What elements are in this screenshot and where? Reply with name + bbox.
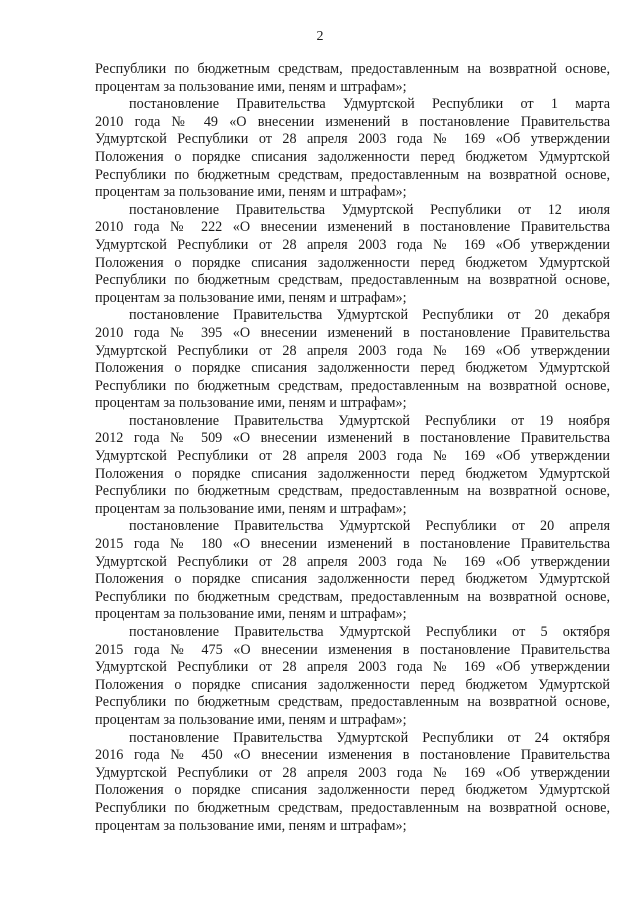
text-line: 2010 года № 395 «О внесении изменений в постановление Правительства — [95, 324, 610, 341]
text-line: Республики по бюджетным средствам, предоставленным на возвратной основе, — [95, 799, 610, 816]
text-line: 2012 года № 509 «О внесении изменений в постановление Правительства — [95, 430, 610, 447]
text-line: Положения о порядке списания задолженности перед бюджетом Удмуртской — [95, 148, 610, 165]
text-line: Удмуртской Республики от 28 апреля 2003 года № 169 «Об утверждении — [95, 553, 610, 570]
text-line: процентам за пользование ими, пеням и штрафам»; — [95, 606, 407, 623]
text-line: Удмуртской Республики от 28 апреля 2003 года № 169 «Об утверждении — [95, 131, 610, 148]
paragraph — [95, 202, 610, 308]
text-line: процентам за пользование ими, пеням и штрафам»; — [95, 395, 407, 412]
text-line: процентам за пользование ими, пеням и штрафам»; — [95, 78, 407, 95]
paragraph — [95, 413, 610, 519]
text-line: Республики по бюджетным средствам, предоставленным на возвратной основе, — [95, 166, 610, 183]
text-line: постановление Правительства Удмуртской Республики от 20 апреля — [129, 518, 610, 535]
text-line: процентам за пользование ими, пеням и штрафам»; — [95, 289, 407, 306]
text-line: процентам за пользование ими, пеням и штрафам»; — [95, 817, 407, 834]
text-line: постановление Правительства Удмуртской Республики от 12 июля — [129, 201, 610, 218]
text-line: 2016 года № 450 «О внесении изменения в постановление Правительства — [95, 747, 610, 764]
paragraph — [95, 624, 610, 730]
text-line: 2010 года № 222 «О внесении изменений в постановление Правительства — [95, 219, 610, 236]
text-line: постановление Правительства Удмуртской Республики от 19 ноября — [129, 412, 610, 429]
paragraph — [95, 730, 610, 836]
paragraph — [95, 307, 610, 413]
text-line: Положения о порядке списания задолженности перед бюджетом Удмуртской — [95, 782, 610, 799]
text-line: 2015 года № 475 «О внесении изменения в постановление Правительства — [95, 641, 610, 658]
paragraph — [95, 61, 610, 96]
text-line: Удмуртской Республики от 28 апреля 2003 года № 169 «Об утверждении — [95, 764, 610, 781]
text-line: Положения о порядке списания задолженности перед бюджетом Удмуртской — [95, 465, 610, 482]
text-line: постановление Правительства Удмуртской Республики от 20 декабря — [129, 307, 610, 324]
text-line: Республики по бюджетным средствам, предоставленным на возвратной основе, — [95, 588, 610, 605]
text-line: Положения о порядке списания задолженности перед бюджетом Удмуртской — [95, 360, 610, 377]
document-body — [95, 61, 610, 835]
text-line: Республики по бюджетным средствам, предоставленным на возвратной основе, — [95, 377, 610, 394]
text-line: Положения о порядке списания задолженности перед бюджетом Удмуртской — [95, 676, 610, 693]
text-line: Удмуртской Республики от 28 апреля 2003 года № 169 «Об утверждении — [95, 342, 610, 359]
text-line: Республики по бюджетным средствам, предоставленным на возвратной основе, — [95, 483, 610, 500]
text-line: Удмуртской Республики от 28 апреля 2003 года № 169 «Об утверждении — [95, 448, 610, 465]
text-line: процентам за пользование ими, пеням и штрафам»; — [95, 184, 407, 201]
text-line: постановление Правительства Удмуртской Республики от 24 октября — [129, 729, 610, 746]
text-line: Удмуртской Республики от 28 апреля 2003 года № 169 «Об утверждении — [95, 659, 610, 676]
text-line: постановление Правительства Удмуртской Республики от 1 марта — [129, 96, 610, 113]
text-line: процентам за пользование ими, пеням и штрафам»; — [95, 500, 407, 517]
text-line: 2010 года № 49 «О внесении изменений в постановление Правительства — [95, 113, 610, 130]
text-line: Республики по бюджетным средствам, предоставленным на возвратной основе, — [95, 61, 610, 77]
page-number: 2 — [316, 29, 324, 44]
text-line: процентам за пользование ими, пеням и штрафам»; — [95, 711, 407, 728]
text-line: Удмуртской Республики от 28 апреля 2003 года № 169 «Об утверждении — [95, 236, 610, 253]
text-line: 2015 года № 180 «О внесении изменений в постановление Правительства — [95, 536, 610, 553]
text-line: Республики по бюджетным средствам, предоставленным на возвратной основе, — [95, 272, 610, 289]
text-line: Положения о порядке списания задолженности перед бюджетом Удмуртской — [95, 571, 610, 588]
text-line: постановление Правительства Удмуртской Республики от 5 октября — [129, 624, 610, 640]
paragraph — [95, 518, 610, 624]
text-line: Положения о порядке списания задолженности перед бюджетом Удмуртской — [95, 254, 610, 271]
paragraph — [95, 96, 610, 202]
text-line: Республики по бюджетным средствам, предоставленным на возвратной основе, — [95, 694, 610, 711]
